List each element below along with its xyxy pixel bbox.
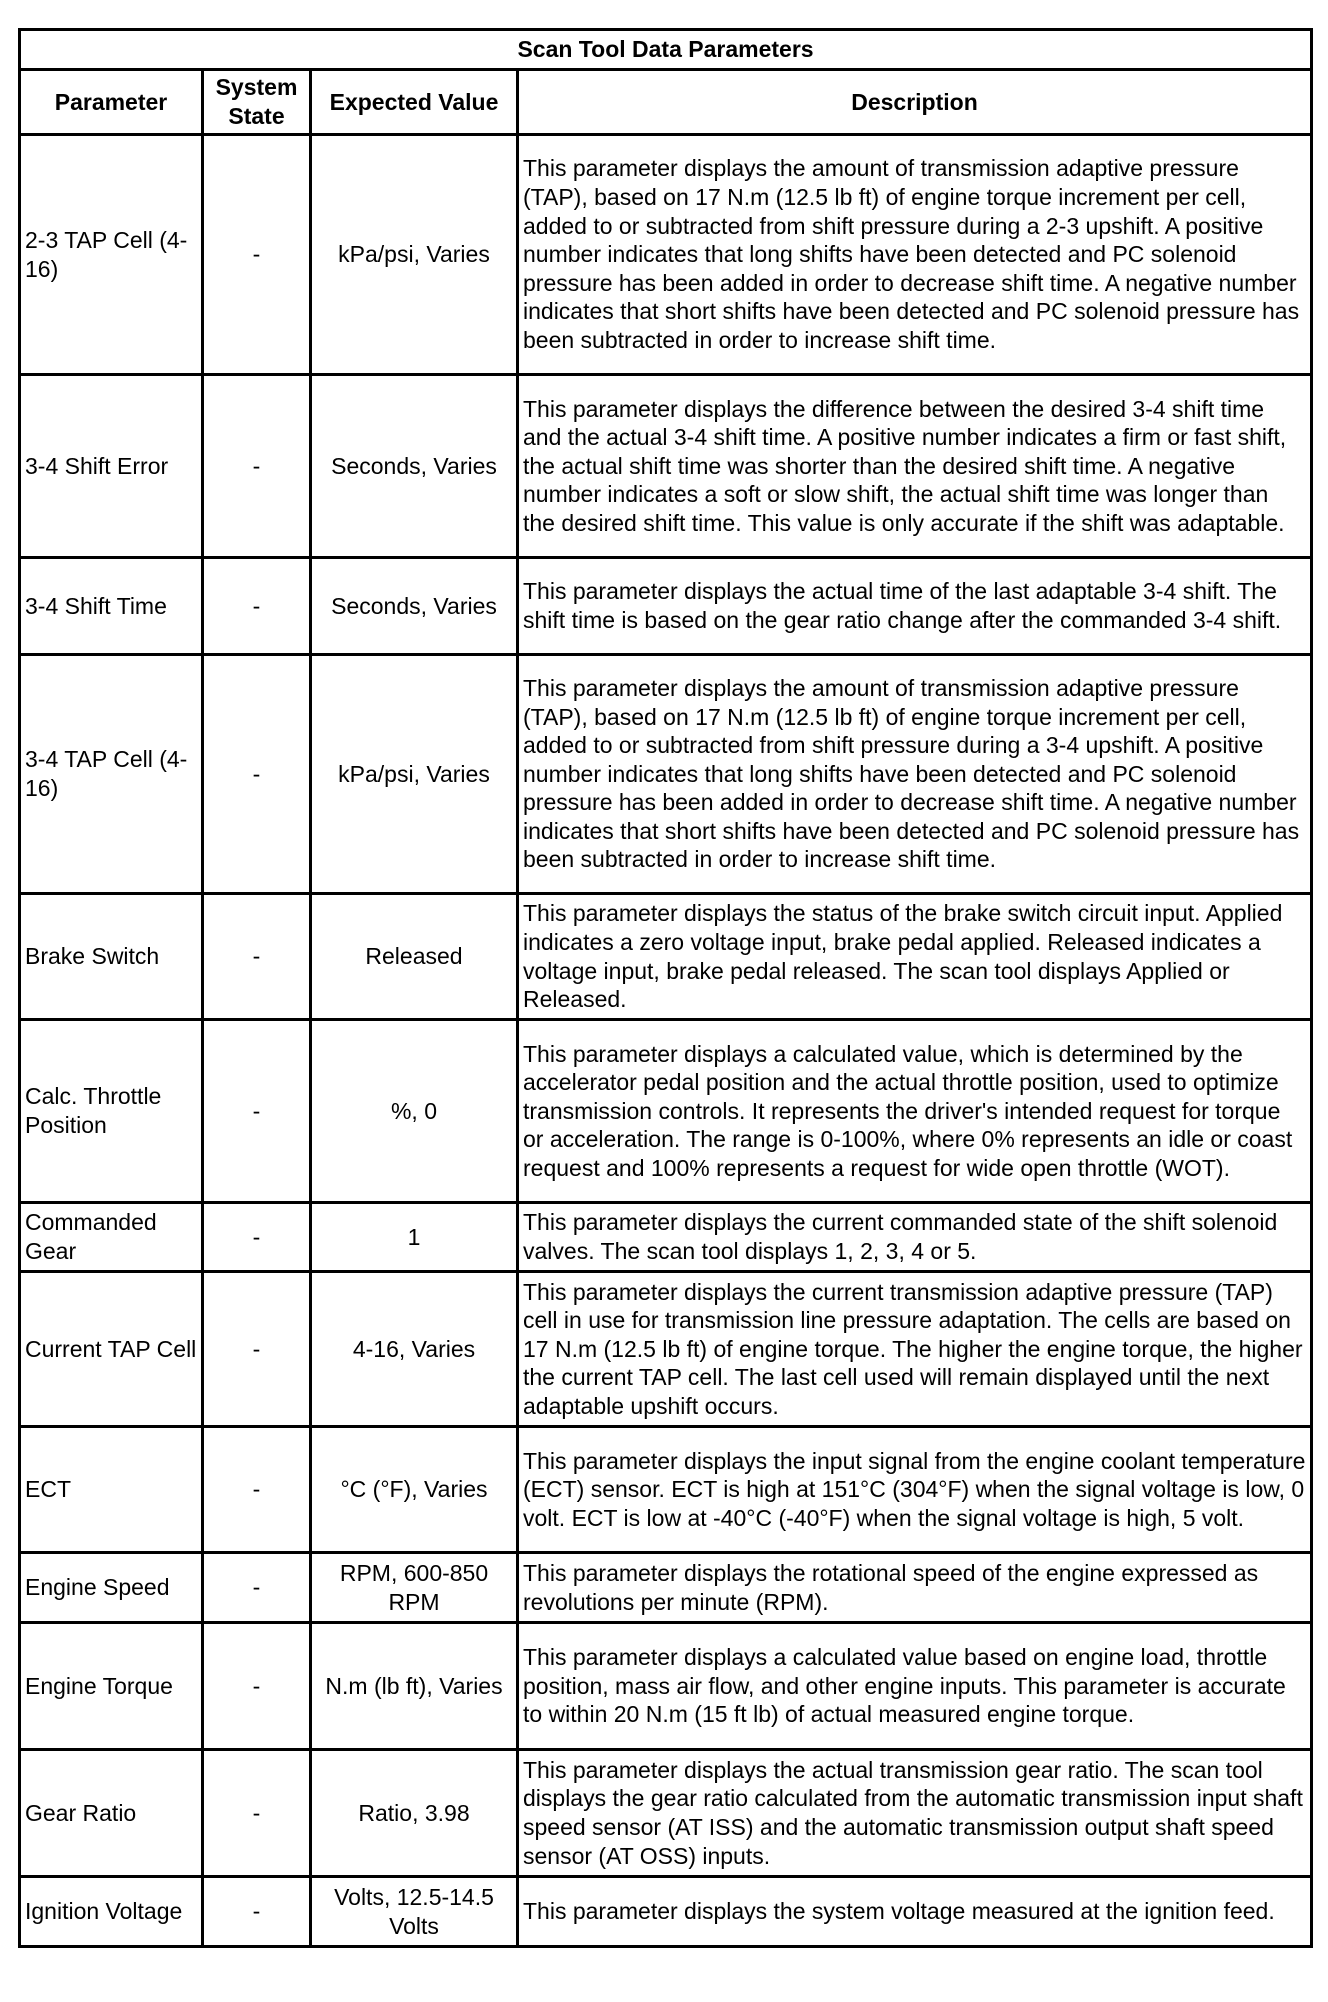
cell-expected-value: 4-16, Varies [311, 1272, 518, 1427]
cell-parameter: Current TAP Cell [20, 1272, 203, 1427]
cell-expected-value: kPa/psi, Varies [311, 135, 518, 375]
cell-description: This parameter displays the actual time of the last adaptable 3-4 shift. The shift time is based on the gear ratio change after the commanded 3-4 shift. [518, 558, 1312, 655]
table-row [20, 1272, 1312, 1427]
cell-expected-value: °C (°F), Varies [311, 1427, 518, 1553]
cell-description: This parameter displays the input signal from the engine coolant temperature (ECT) sensor. ECT is high at 151°C (304°F) when the signal voltage is low, 0 volt. ECT is low at -40°C (-40°F) when the signal voltage is high, 5 volt. [518, 1427, 1312, 1553]
cell-system-state: - [203, 1553, 311, 1623]
cell-description: This parameter displays the amount of transmission adaptive pressure (TAP), based on 17 N.m (12.5 lb ft) of engine torque increment per cell, added to or subtracted from shift pressure during a 3-4 upshift. A positive number indicates that long shifts have been detected and PC solenoid pressure has been added in order to decrease shift time. A negative number indicates that short shifts have been detected and PC solenoid pressure has been subtracted in order to increase shift time. [518, 655, 1312, 894]
document-page [18, 28, 1310, 1948]
cell-description: This parameter displays the actual transmission gear ratio. The scan tool displays the gear ratio calculated from the automatic transmission input shaft speed sensor (AT ISS) and the automatic transmission output shaft speed sensor (AT OSS) inputs. [518, 1750, 1312, 1877]
table-row [20, 1203, 1312, 1272]
cell-system-state: - [203, 1427, 311, 1553]
cell-system-state: - [203, 894, 311, 1020]
cell-expected-value: RPM, 600-850 RPM [311, 1553, 518, 1623]
header-expected-value: Expected Value [311, 70, 518, 135]
cell-system-state: - [203, 1623, 311, 1750]
cell-description: This parameter displays the difference between the desired 3-4 shift time and the actual 3-4 shift time. A positive number indicates a firm or fast shift, the actual shift time was shorter than the desired shift time. A negative number indicates a soft or slow shift, the actual shift time was longer than the desired shift time. This value is only accurate if the shift was adaptable. [518, 375, 1312, 558]
cell-system-state: - [203, 1750, 311, 1877]
table-row [20, 375, 1312, 558]
cell-system-state: - [203, 375, 311, 558]
cell-expected-value: Ratio, 3.98 [311, 1750, 518, 1877]
table-row [20, 1750, 1312, 1877]
cell-system-state: - [203, 135, 311, 375]
table-title: Scan Tool Data Parameters [20, 30, 1312, 70]
cell-parameter: 3-4 Shift Time [20, 558, 203, 655]
table-row [20, 1877, 1312, 1947]
cell-expected-value: kPa/psi, Varies [311, 655, 518, 894]
header-parameter: Parameter [20, 70, 203, 135]
header-description: Description [518, 70, 1312, 135]
cell-description: This parameter displays a calculated value, which is determined by the accelerator pedal position and the actual throttle position, used to optimize transmission controls. It represents the driver's intended request for torque or acceleration. The range is 0-100%, where 0% represents an idle or coast request and 100% represents a request for wide open throttle (WOT). [518, 1020, 1312, 1203]
cell-description: This parameter displays the current commanded state of the shift solenoid valves. The scan tool displays 1, 2, 3, 4 or 5. [518, 1203, 1312, 1272]
table-row [20, 1020, 1312, 1203]
cell-expected-value: 1 [311, 1203, 518, 1272]
cell-system-state: - [203, 655, 311, 894]
cell-expected-value: Seconds, Varies [311, 558, 518, 655]
cell-parameter: Engine Speed [20, 1553, 203, 1623]
cell-system-state: - [203, 1272, 311, 1427]
cell-parameter: 3-4 Shift Error [20, 375, 203, 558]
table-row [20, 894, 1312, 1020]
cell-system-state: - [203, 1203, 311, 1272]
cell-system-state: - [203, 1020, 311, 1203]
cell-description: This parameter displays the system voltage measured at the ignition feed. [518, 1877, 1312, 1947]
cell-description: This parameter displays the current transmission adaptive pressure (TAP) cell in use for transmission line pressure adaptation. The cells are based on 17 N.m (12.5 lb ft) of engine torque. The higher the engine torque, the higher the current TAP cell. The last cell used will remain displayed until the next adaptable upshift occurs. [518, 1272, 1312, 1427]
table-row [20, 655, 1312, 894]
cell-parameter: Commanded Gear [20, 1203, 203, 1272]
cell-parameter: Calc. Throttle Position [20, 1020, 203, 1203]
cell-parameter: 3-4 TAP Cell (4-16) [20, 655, 203, 894]
table-row [20, 135, 1312, 375]
cell-description: This parameter displays the amount of transmission adaptive pressure (TAP), based on 17 N.m (12.5 lb ft) of engine torque increment per cell, added to or subtracted from shift pressure during a 2-3 upshift. A positive number indicates that long shifts have been detected and PC solenoid pressure has been added in order to decrease shift time. A negative number indicates that short shifts have been detected and PC solenoid pressure has been subtracted in order to increase shift time. [518, 135, 1312, 375]
cell-parameter: 2-3 TAP Cell (4-16) [20, 135, 203, 375]
cell-description: This parameter displays the rotational speed of the engine expressed as revolutions per minute (RPM). [518, 1553, 1312, 1623]
table-row [20, 1427, 1312, 1553]
cell-expected-value: Seconds, Varies [311, 375, 518, 558]
cell-description: This parameter displays the status of the brake switch circuit input. Applied indicates a zero voltage input, brake pedal applied. Released indicates a voltage input, brake pedal released. The scan tool displays Applied or Released. [518, 894, 1312, 1020]
cell-expected-value: N.m (lb ft), Varies [311, 1623, 518, 1750]
cell-description: This parameter displays a calculated value based on engine load, throttle position, mass air flow, and other engine inputs. This parameter is accurate to within 20 N.m (15 ft lb) of actual measured engine torque. [518, 1623, 1312, 1750]
cell-expected-value: Released [311, 894, 518, 1020]
table-row [20, 1553, 1312, 1623]
cell-system-state: - [203, 558, 311, 655]
cell-parameter: Ignition Voltage [20, 1877, 203, 1947]
table-row [20, 558, 1312, 655]
scan-tool-data-table [18, 28, 1313, 1948]
cell-system-state: - [203, 1877, 311, 1947]
cell-expected-value: Volts, 12.5-14.5 Volts [311, 1877, 518, 1947]
cell-expected-value: %, 0 [311, 1020, 518, 1203]
cell-parameter: Brake Switch [20, 894, 203, 1020]
cell-parameter: ECT [20, 1427, 203, 1553]
table-row [20, 1623, 1312, 1750]
cell-parameter: Gear Ratio [20, 1750, 203, 1877]
cell-parameter: Engine Torque [20, 1623, 203, 1750]
header-system-state: System State [203, 70, 311, 135]
